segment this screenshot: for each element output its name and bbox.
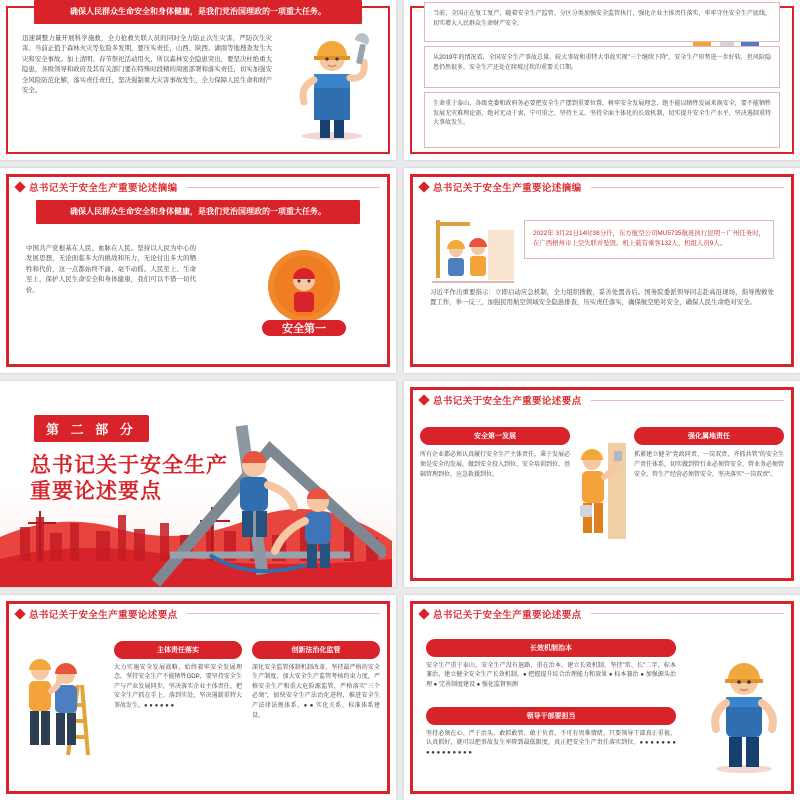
column-2-pill: 强化属地责任 <box>634 427 784 445</box>
block-2-text: 坚持必须在心、严于治头、敢抓敢管、敢于负责，不可有畏难情绪。只要领导干部真正重视、认真抓好，就可以把事故发生率降到最低限度，真正把安全生产责任落实到位。● ● ● ● ● ● ● ● ● ● ● ● ● ● ● ● <box>426 730 676 756</box>
slide-6-header <box>420 393 784 407</box>
diamond-bullet-icon <box>418 395 429 406</box>
slide-2-paragraph-1: 当前，全国正在复工复产，随着安全生产监管、分区分类加强安全监管执行，强化企业主体责任落实，牢牢守住安全生产底线，切实增大人民群众生命财产安全。 <box>424 2 780 42</box>
section-title: 总书记关于安全生产重要论述要点 <box>30 454 228 503</box>
column-1-pill: 安全第一发展 <box>420 427 570 445</box>
slide-6-column-1 <box>420 427 570 480</box>
column-1-text: 大力实施安全发展战略，始终着牢安全发展理念，坚持安全生产不能牺牲GDP，要坚持安全生产与产业发展同步，坚决落实企业主体责任，把安全生产抓在手上、落到实处，坚决遏制重特大事故发生。● ● ● ● ● ● <box>114 664 242 710</box>
slide-thumbnail-4[interactable] <box>404 168 800 373</box>
column-2-text: 抓紧建立健全"党政同责、一岗双责、齐抓共管"的安全生产责任体系，切实做到管行业必须管安全、管业务必须管安全、管生产经营必须管安全，坚决落实"一岗双责"。 <box>634 452 785 478</box>
slide-4-quote: 2022年 3月21日14时38分许，东方航空公司MU5735航班执行昆明－广州任务时，在广西梧州市上空失联并坠毁。机上载有乘客132人、机组人员9人。 <box>524 220 774 259</box>
safety-first-seal-illustration <box>252 238 356 342</box>
slide-2-paragraph-3: 生命重于泰山，各级党委和政府务必要把安全生产摆到重要位置，树牢安全发展理念，绝不能以牺牲发展来换安全，要不能牺牲发展无灾难理论需，绝对无动于衷，宁可重之、坚持主义、坚持全面主体化的长效机制，切实提升安全生产水平，坚决遏制重特大事故发生。 <box>424 92 780 148</box>
standing-worker-illustration <box>698 653 790 773</box>
block-1-pill: 长效机制治本 <box>426 639 676 657</box>
worker-with-wrench-illustration <box>284 30 380 142</box>
slide-thumbnail-2[interactable] <box>404 0 800 160</box>
block-1-text: 安全生产重于泰山，安全生产没有退路，重在治本，建立长效机制，坚持"常、长"二字，标本兼治，建立健全安全生产长效机制。● 把握提升综合治理能力和效果 ● 标本兼治 ● 加强源头治理 ● 完善制度建设 ● 强化监督预测 <box>426 662 676 688</box>
column-2-text: 深化安全监管体制机制改革，坚持最严格的安全生产制度，加大安全生产监管考核约束力度，严格安全生产和重大危险源监管，严格落实"三个必须"，加快安全生产法治化进程，推进安全生产法律法规体系、● ● 实化关系、标准体系建设。 <box>252 664 380 719</box>
slide-thumbnail-1[interactable] <box>0 0 396 160</box>
slide-7-title: 总书记关于安全生产重要论述要点 <box>29 609 178 621</box>
painter-worker-illustration <box>572 443 632 539</box>
slide-thumbnail-5[interactable] <box>0 381 396 586</box>
slide-2-paragraph-2: 从2019年的情况看，全国安全生产事故总量、较大事故和重特大事故实现"三个继续下降"，安全生产形势进一步好转，但风险隐患仍然很多，安全生产还处在爬坡过坎的重要关口期。 <box>424 46 780 88</box>
slide-7-header <box>16 607 380 621</box>
slide-4-body: 习近平作出重要指示：立即启动应急机制，全力组织搜救，妥善处置善后。国务院委派领导同志赴高沿现场，指导搜救处置工作，举一反三，加强民用航空领域安全隐患排查，压实责任落实，确保航空绝对安全，确保人民生命绝对安全。 <box>430 289 774 307</box>
diamond-bullet-icon <box>14 608 25 619</box>
slide-7-column-2 <box>252 641 380 722</box>
slide-thumbnail-3[interactable] <box>0 168 396 373</box>
column-1-pill: 主体责任落实 <box>114 641 242 659</box>
title-rule <box>187 187 380 188</box>
seal-label: 安全第一 <box>282 323 326 335</box>
slide-3-banner: 确保人民群众生命安全和身体健康，是我们党治国理政的一项重大任务。 <box>36 200 360 224</box>
slide-3-body: 中国共产党根基在人民、血脉在人民。坚持以人民为中心的发展思想，无论面临多大的挑战和压力，无论付出多大的牺牲和代价，这一点都始终不渝、毫不动摇。人民至上、生命至上，保护人民生命安全和身体健康，我们可以不惜一切代价。 <box>26 245 196 294</box>
slide-4-header <box>420 180 784 194</box>
section-number: 第 二 部 分 <box>34 415 149 442</box>
slide-thumbnail-6[interactable] <box>404 381 800 586</box>
two-workers-ladder-illustration <box>16 651 102 761</box>
slide-6-column-2 <box>634 427 784 480</box>
block-2-pill: 领导干部要担当 <box>426 707 676 725</box>
slide-7-column-1 <box>114 641 242 712</box>
slide-1-banner: 确保人民群众生命安全和身体健康，是我们党治国理政的一项重大任务。 <box>34 0 362 24</box>
title-rule <box>187 613 380 614</box>
slide-3-header <box>16 180 380 194</box>
slide-4-title: 总书记关于安全生产重要论述摘编 <box>433 183 582 194</box>
title-rule <box>591 613 784 614</box>
title-rule <box>591 187 784 188</box>
diamond-bullet-icon <box>418 608 429 619</box>
slide-thumbnail-7[interactable] <box>0 595 396 800</box>
slide-8-block-1 <box>426 639 676 691</box>
column-2-pill: 创新法治化监管 <box>252 641 380 659</box>
title-rule <box>591 400 784 401</box>
power-line-workers-illustration <box>150 405 386 586</box>
slide-6-title: 总书记关于安全生产重要论述要点 <box>433 396 582 408</box>
construction-team-illustration <box>426 212 520 288</box>
slide-8-title: 总书记关于安全生产重要论述要点 <box>433 609 582 621</box>
column-1-text: 所有企业都必须认真履行安全生产主体责任，秉于发展必须是安全的发展，做到安全投入到位、安全培训到位、基础管理到位，应急救援到位。 <box>420 452 571 478</box>
slide-thumbnail-8[interactable] <box>404 595 800 800</box>
slide-3-title: 总书记关于安全生产重要论述摘编 <box>29 183 178 194</box>
slide-8-block-2 <box>426 707 676 759</box>
slide-8-header <box>420 607 784 621</box>
diamond-bullet-icon <box>418 181 429 192</box>
diamond-bullet-icon <box>14 181 25 192</box>
slide-1-body: 迅速调整力量开展科学施救，全力抢救失联人员的同时全力防止次生灾害，严防次生灾害。当前正值于森林火灾等危险多发期，要压实责任，山西、陕西、湖南等地搜查发生大灾和安全事故。加上清明、春节祭祀活动用火，所以森林安全隐患突出，要坚决杜绝重大隐患，各级领导和政府及其有关部门要在特殊时段精的周密部署和落实责任，切实加强安全风险防范化解，落实责任责任，坚决遏制重大灾害事故发生，全力保障人民生命和财产安全。 <box>22 35 272 94</box>
